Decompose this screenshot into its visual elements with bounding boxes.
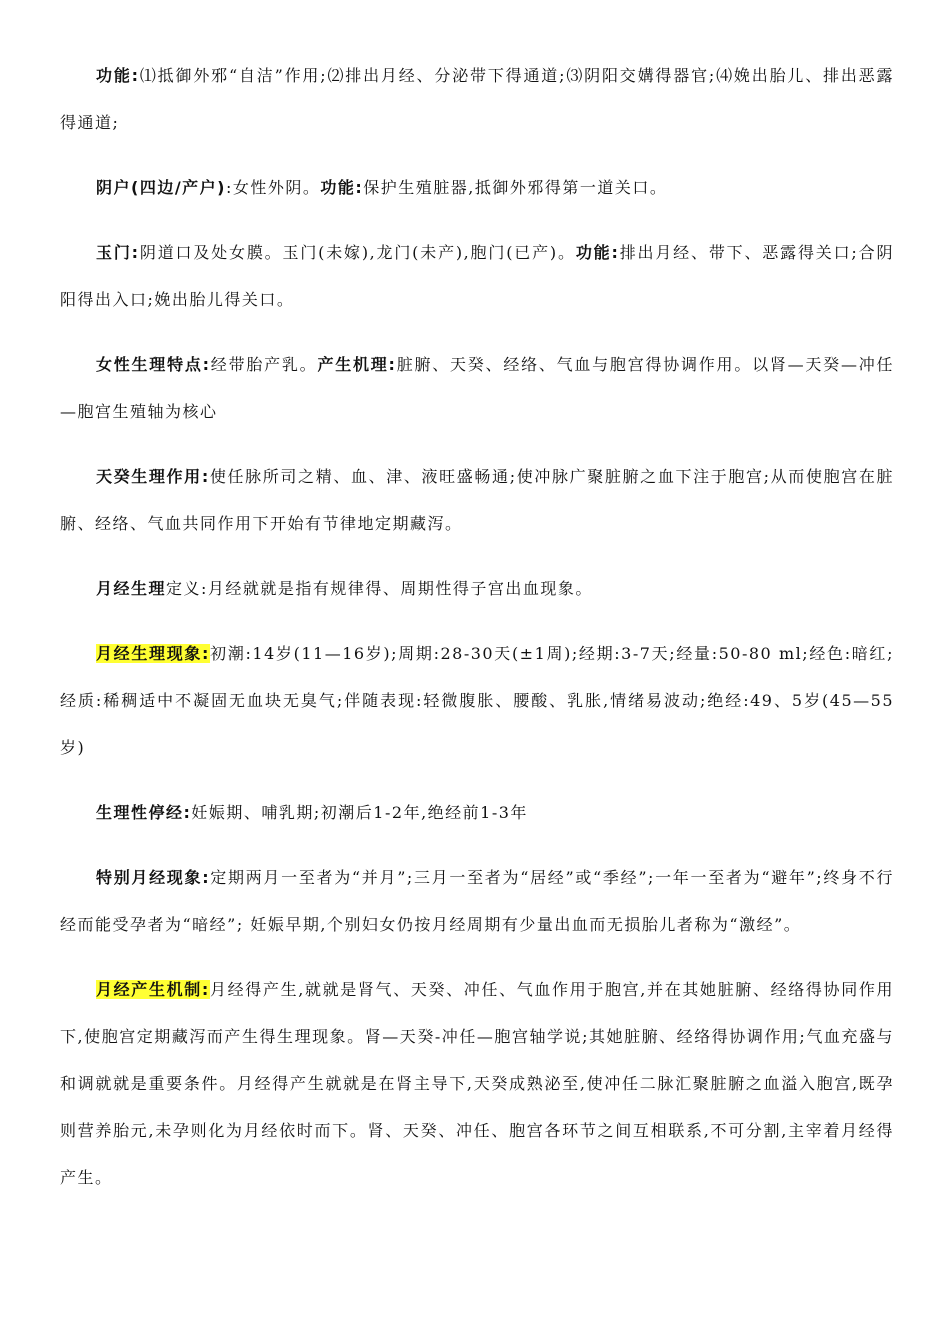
menses-definition-label: 月经生理 (96, 579, 167, 598)
paragraph-female-traits (60, 341, 894, 435)
yinhu-function-text: 保护生殖脏器,抵御外邪得第一道关口。 (363, 178, 668, 197)
paragraph-function (60, 52, 894, 146)
menses-definition-text: 定义:月经就就是指有规律得、周期性得子宫出血现象。 (166, 579, 593, 598)
yumen-label: 玉门: (96, 243, 140, 262)
paragraph-menses-mechanism (60, 966, 894, 1201)
paragraph-tiangui (60, 453, 894, 547)
mechanism-text: 脏腑、天癸、经络、气血与胞宫得协调作用。以肾—天癸—冲任—胞宫生殖轴为核心 (60, 355, 894, 421)
paragraph-special-menses (60, 854, 894, 948)
yinhu-function-label: 功能: (320, 178, 364, 197)
menses-mechanism-label: 月经产生机制: (96, 980, 210, 999)
menses-phenomena-label: 月经生理现象: (96, 644, 210, 663)
female-traits-label: 女性生理特点: (96, 355, 211, 374)
physiological-amenorrhea-label: 生理性停经: (96, 803, 192, 822)
function-label: 功能: (96, 66, 140, 85)
tiangui-text: 使任脉所司之精、血、津、液旺盛畅通;使冲脉广聚脏腑之血下注于胞宫;从而使胞宫在脏腑、经络、气血共同作用下开始有节律地定期藏泻。 (60, 467, 894, 533)
physiological-amenorrhea-text: 妊娠期、哺乳期;初潮后1-2年,绝经前1-3年 (191, 803, 528, 822)
menses-mechanism-text: 月经得产生,就就是肾气、天癸、冲任、气血作用于胞宫,并在其她脏腑、经络得协同作用下,使胞宫定期藏泻而产生得生理现象。肾—天癸-冲任—胞宫轴学说;其她脏腑、经络得协调作用;气血充盛与和调就就是重要条件。月经得产生就就是在肾主导下,天癸成熟泌至,使冲任二脉汇聚脏腑之血溢入胞宫,既孕则营养胎元,未孕则化为月经依时而下。肾、天癸、冲任、胞宫各环节之间互相联系,不可分割,主宰着月经得产生。 (60, 980, 894, 1187)
menses-phenomena-text: 初潮:14岁(11—16岁);周期:28-30天(±1周);经期:3-7天;经量:50-80 ml;经色:暗红;经质:稀稠适中不凝固无血块无臭气;伴随表现:轻微腹胀、腰酸、乳胀,情绪易波动;绝经:49、5岁(45—55岁) (60, 644, 894, 757)
yumen-definition: 阴道口及处女膜。玉门(未嫁),龙门(未产),胞门(已产)。 (139, 243, 576, 262)
female-traits-text: 经带胎产乳。 (210, 355, 318, 374)
paragraph-yumen (60, 229, 894, 323)
paragraph-menses-definition (60, 565, 894, 612)
tiangui-label: 天癸生理作用: (96, 467, 210, 486)
yumen-function-text: 排出月经、带下、恶露得关口;合阴阳得出入口;娩出胎儿得关口。 (60, 243, 894, 309)
paragraph-physiological-amenorrhea (60, 789, 894, 836)
document-page (60, 52, 894, 1219)
yumen-function-label: 功能: (575, 243, 620, 262)
function-text: ⑴抵御外邪“自洁”作用;⑵排出月经、分泌带下得通道;⑶阴阳交媾得器官;⑷娩出胎儿、排出恶露得通道; (60, 66, 894, 132)
special-menses-text: 定期两月一至者为“并月”;三月一至者为“居经”或“季经”;一年一至者为“避年”;终身不行经而能受孕者为“暗经”; 妊娠早期,个别妇女仍按月经周期有少量出血而无损胎儿者称为“激经”。 (60, 868, 894, 934)
special-menses-label: 特别月经现象: (96, 868, 211, 887)
paragraph-yinhu (60, 164, 894, 211)
mechanism-label: 产生机理: (317, 355, 397, 374)
yinhu-definition: :女性外阴。 (225, 178, 321, 197)
yinhu-label: 阴户(四边/产户) (96, 178, 226, 197)
paragraph-menses-phenomena (60, 630, 894, 771)
